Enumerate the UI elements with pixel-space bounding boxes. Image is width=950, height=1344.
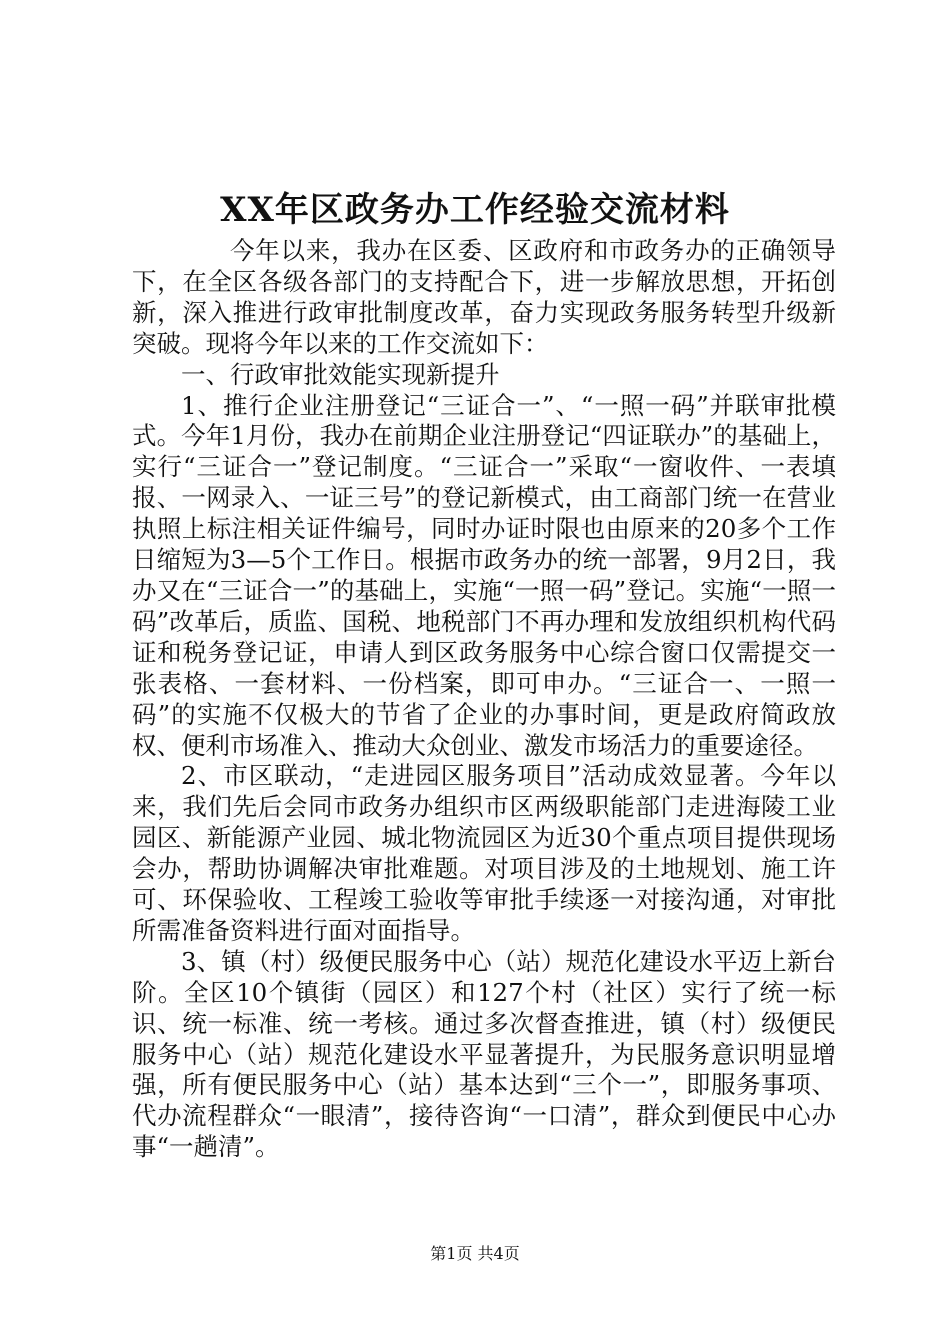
body-paragraph: 1、推行企业注册登记“三证合一”、“一照一码”并联审批模式。今年1月份，我办在前期企业注册登记“四证联办”的基础上，实行“三证合一”登记制度。“三证合一”采取“一窗收件、一表填报、一网录入、一证三号”的登记新模式，由工商部门统一在营业执照上标注相关证件编号，同时办证时限也由原来的20多个工作日缩短为3—5个工作日。根据市政务办的统一部署，9月2日，我办又在“三证合一”的基础上，实施“一照一码”登记。实施“一照一码”改革后，质监、国税、地税部门不再办理和发放组织机构代码证和税务登记证，申请人到区政务服务中心综合窗口仅需提交一张表格、一套材料、一份档案，即可申办。“三证合一、一照一码”的实施不仅极大的节省了企业的办事时间，更是政府简政放权、便利市场准入、推动大众创业、激发市场活力的重要途径。	[132, 390, 836, 760]
document-title: XX年区政务办工作经验交流材料	[220, 190, 730, 230]
page-number-footer: 第1页 共4页	[430, 1244, 520, 1263]
body-paragraph: 3、镇（村）级便民服务中心（站）规范化建设水平迈上新台阶。全区10个镇街（园区）和127个村（社区）实行了统一标识、统一标准、统一考核。通过多次督查推进，镇（村）级便民服务中心（站）规范化建设水平显著提升，为民服务意识明显增强，所有便民服务中心（站）基本达到“三个一”，即服务事项、代办流程群众“一眼清”，接待咨询“一口清”，群众到便民中心办事“一趟清”。	[132, 946, 836, 1162]
document-body	[132, 236, 836, 1163]
section-heading: 一、行政审批效能实现新提升	[181, 359, 500, 389]
body-paragraph: 2、市区联动，“走进园区服务项目”活动成效显著。今年以来，我们先后会同市政务办组织市区两级职能部门走进海陵工业园区、新能源产业园、城北物流园区为近30个重点项目提供现场会办，帮助协调解决审批难题。对项目涉及的土地规划、施工许可、环保验收、工程竣工验收等审批手续逐一对接沟通，对审批所需准备资料进行面对面指导。	[132, 761, 836, 945]
intro-paragraph: 今年以来，我办在区委、区政府和市政务办的正确领导下，在全区各级各部门的支持配合下，进一步解放思想，开拓创新，深入推进行政审批制度改革，奋力实现政务服务转型升级新突破。现将今年以来的工作交流如下：	[132, 236, 836, 358]
